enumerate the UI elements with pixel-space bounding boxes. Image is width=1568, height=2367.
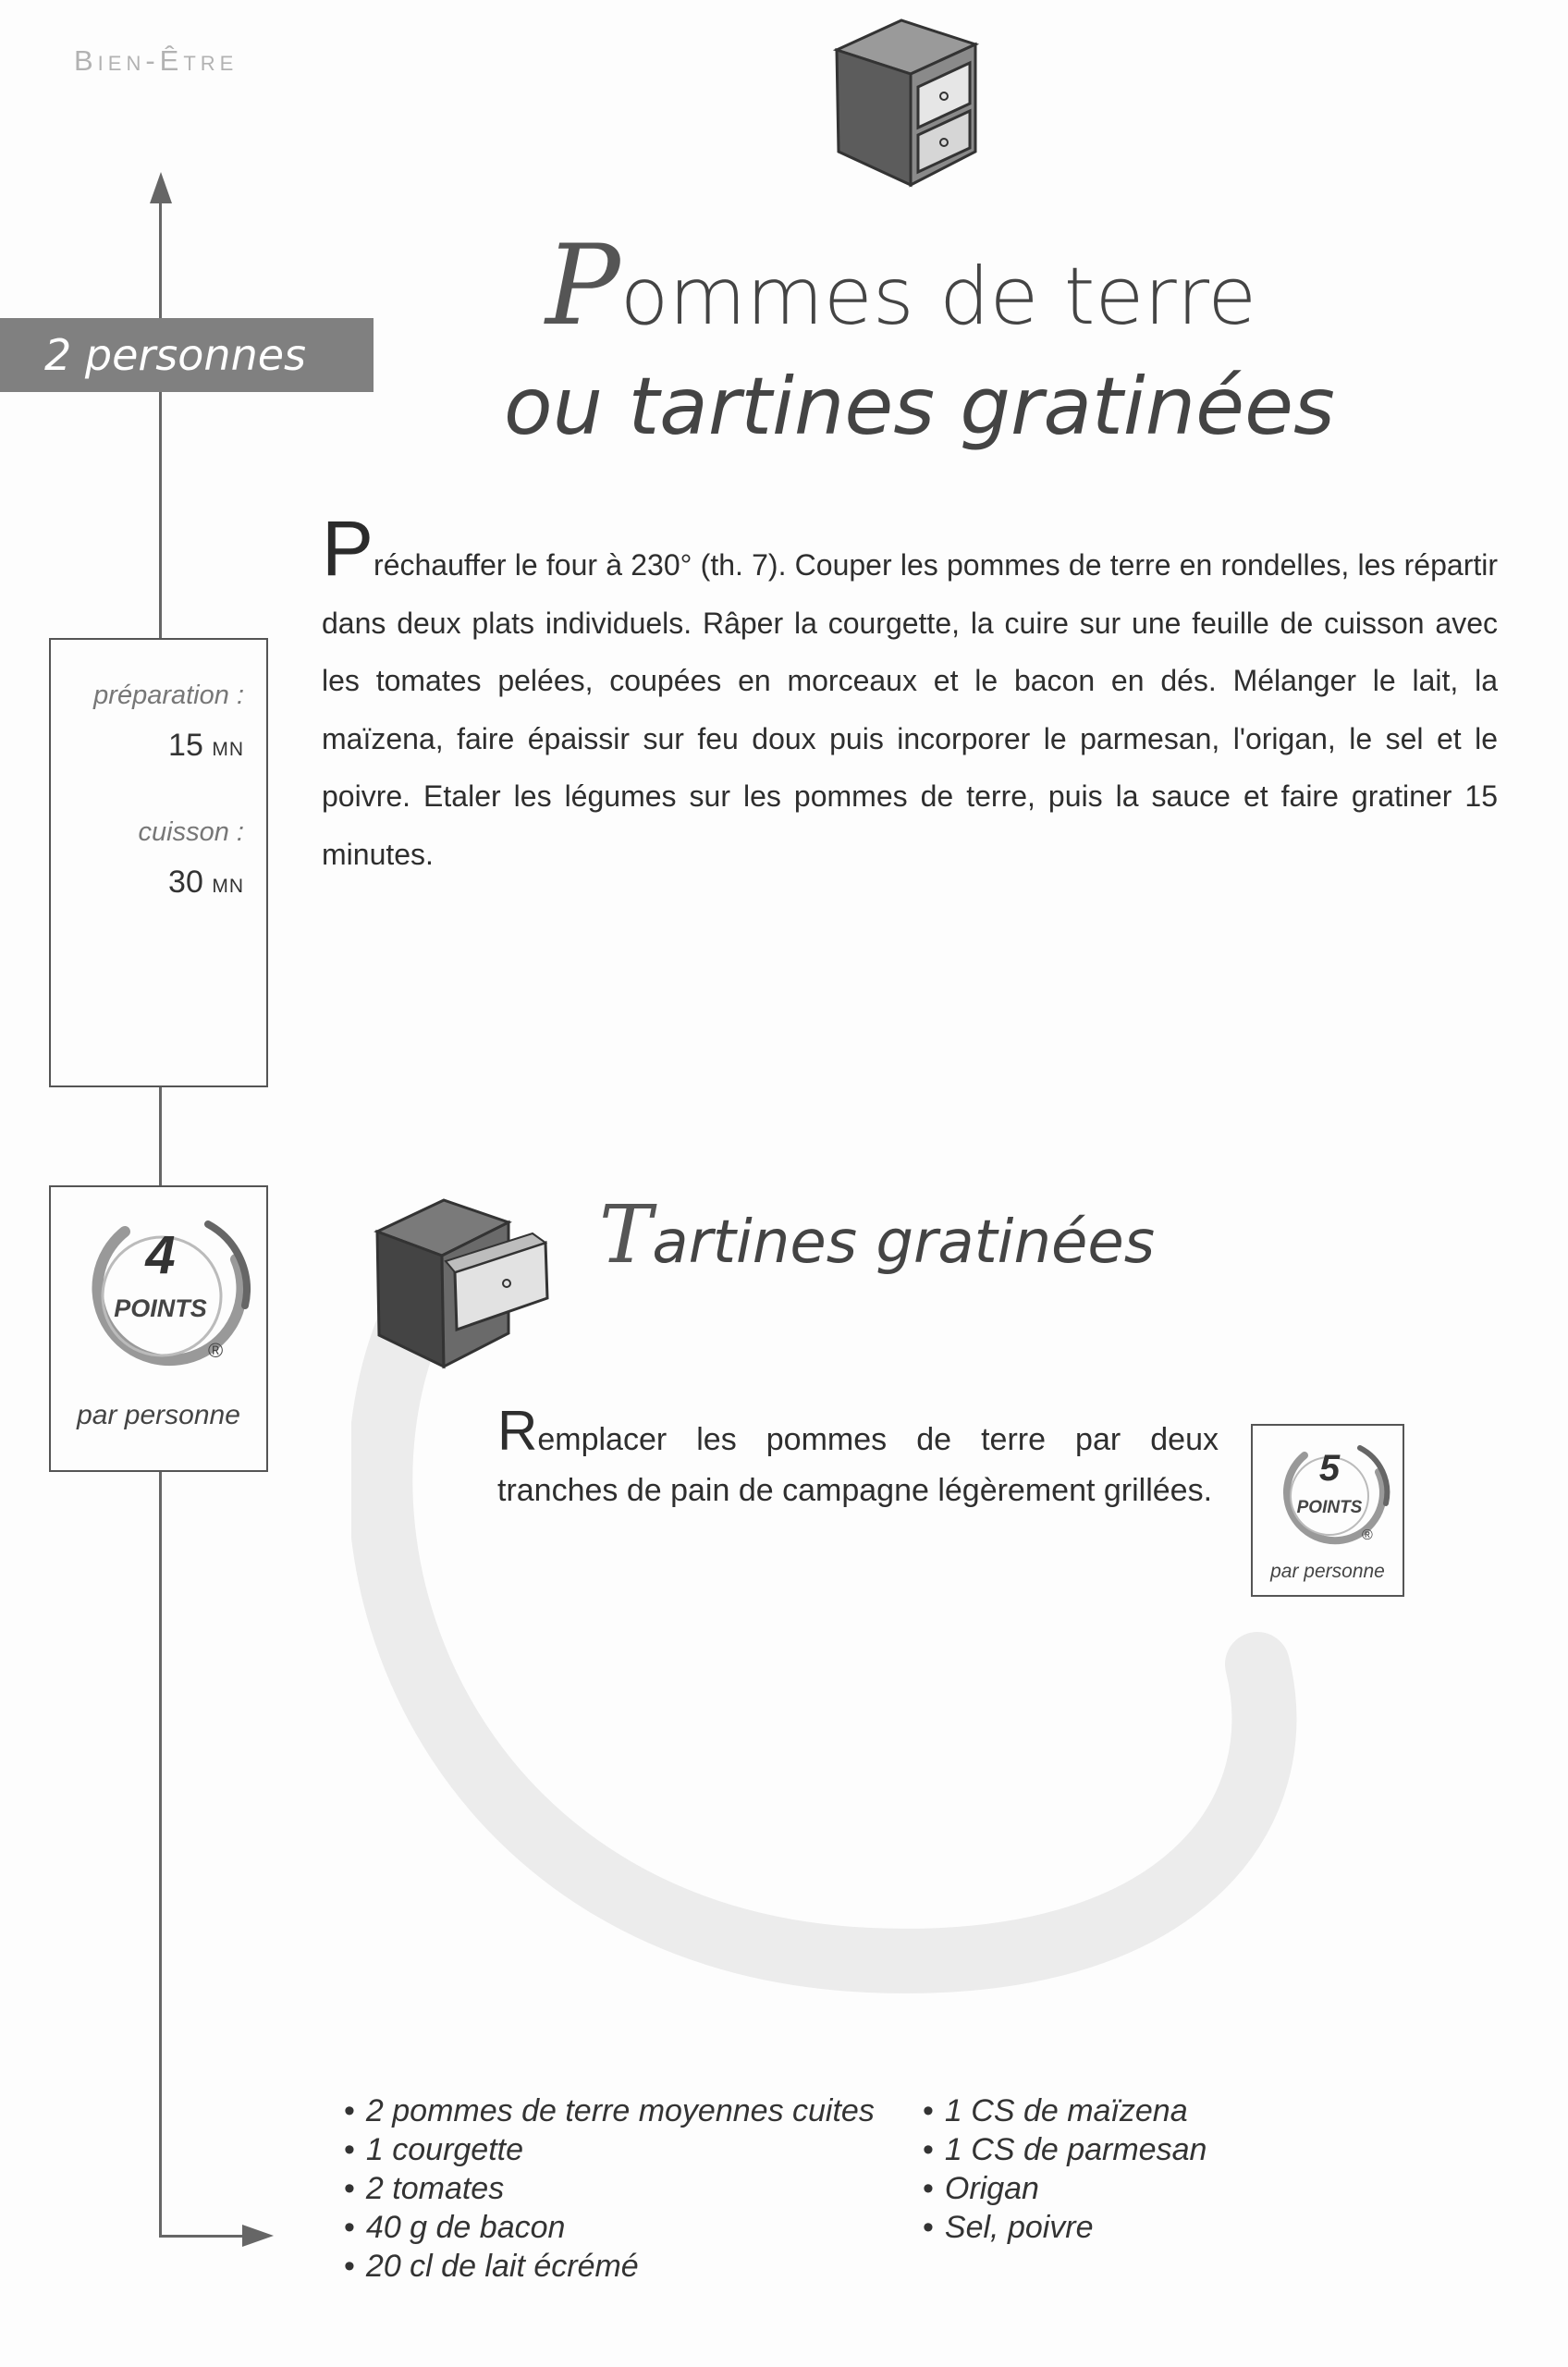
points-variant-word: POINTS: [1296, 1498, 1363, 1517]
section-header: Bien-Être: [74, 44, 239, 77]
ingredient-item: • 2 tomates: [344, 2169, 875, 2208]
title-rest: ommes de terre: [619, 251, 1257, 343]
variant-title: [599, 1189, 1155, 1282]
ingredient-item: • 20 cl de lait écrémé: [344, 2247, 875, 2286]
prep-time: [51, 728, 244, 764]
ingredient-item: • Origan: [923, 2169, 1207, 2208]
points-per-person: par personne: [77, 1400, 240, 1430]
cook-value: 30: [168, 865, 203, 900]
prep-label: préparation :: [93, 681, 244, 710]
ingredients-list-right: [923, 2091, 1207, 2247]
dropcap: P: [322, 505, 374, 592]
points-variant-value: 5: [1318, 1448, 1341, 1489]
ingredient-item: • 40 g de bacon: [344, 2208, 875, 2247]
open-drawer-cabinet-icon: [370, 1195, 555, 1370]
servings-band: 2 personnes: [0, 318, 374, 392]
ingredient-item: • Sel, poivre: [923, 2208, 1207, 2247]
cook-unit: mn: [212, 868, 244, 899]
points-box-variant: [1251, 1424, 1404, 1597]
points-box: [49, 1185, 268, 1472]
points-value: 4: [145, 1225, 176, 1285]
ingredient-item: • 1 courgette: [344, 2130, 875, 2169]
variant-text: emplacer les pommes de terre par deux tranches de pain de campagne légèrement grillées.: [497, 1422, 1219, 1508]
ingredient-item: • 1 CS de parmesan: [923, 2130, 1207, 2169]
prep-unit: mn: [212, 731, 244, 762]
cook-label: cuisson :: [138, 817, 244, 847]
time-box: [49, 638, 268, 1087]
recipe-instructions: [322, 505, 1498, 883]
variant-title-rest: artines gratinées: [652, 1208, 1156, 1277]
variant-dropcap: R: [497, 1400, 538, 1462]
points-variant-per-person: par personne: [1270, 1561, 1385, 1582]
recipe-title-line1: [545, 222, 1256, 350]
prep-value: 15: [168, 728, 203, 763]
cook-time: [51, 865, 244, 901]
ingredient-item: • 1 CS de maïzena: [923, 2091, 1207, 2130]
drawer-cabinet-icon: [827, 13, 985, 189]
variant-title-initial: T: [599, 1189, 653, 1282]
variant-instructions: [497, 1400, 1219, 1516]
title-initial: P: [545, 222, 620, 350]
points-word: POINTS: [114, 1294, 207, 1322]
registered-mark: ®: [208, 1339, 224, 1362]
registered-mark-variant: ®: [1362, 1527, 1373, 1543]
instructions-text: réchauffer le four à 230° (th. 7). Couper les pommes de terre en rondelles, les répartir dans deux plats individuels. Râper la courgette, la cuire sur une feuille de cuisson avec les tomates pelées, coupées en morceaux et le bacon en dés. Mélanger le lait, la maïzena, faire épaissir sur feu doux puis incorporer le parmesan, l'origan, le sel et le poivre. Etaler les légumes sur les pommes de terre, puis la sauce et faire gratiner 15 minutes.: [322, 548, 1498, 871]
timeline-arrow-right-icon: [242, 2225, 274, 2247]
ingredient-item: • 2 pommes de terre moyennes cuites: [344, 2091, 875, 2130]
recipe-title-line2: ou tartines gratinées: [504, 361, 1335, 453]
ingredients-list-left: [344, 2091, 875, 2286]
timeline-arrow-up-icon: [150, 172, 172, 203]
